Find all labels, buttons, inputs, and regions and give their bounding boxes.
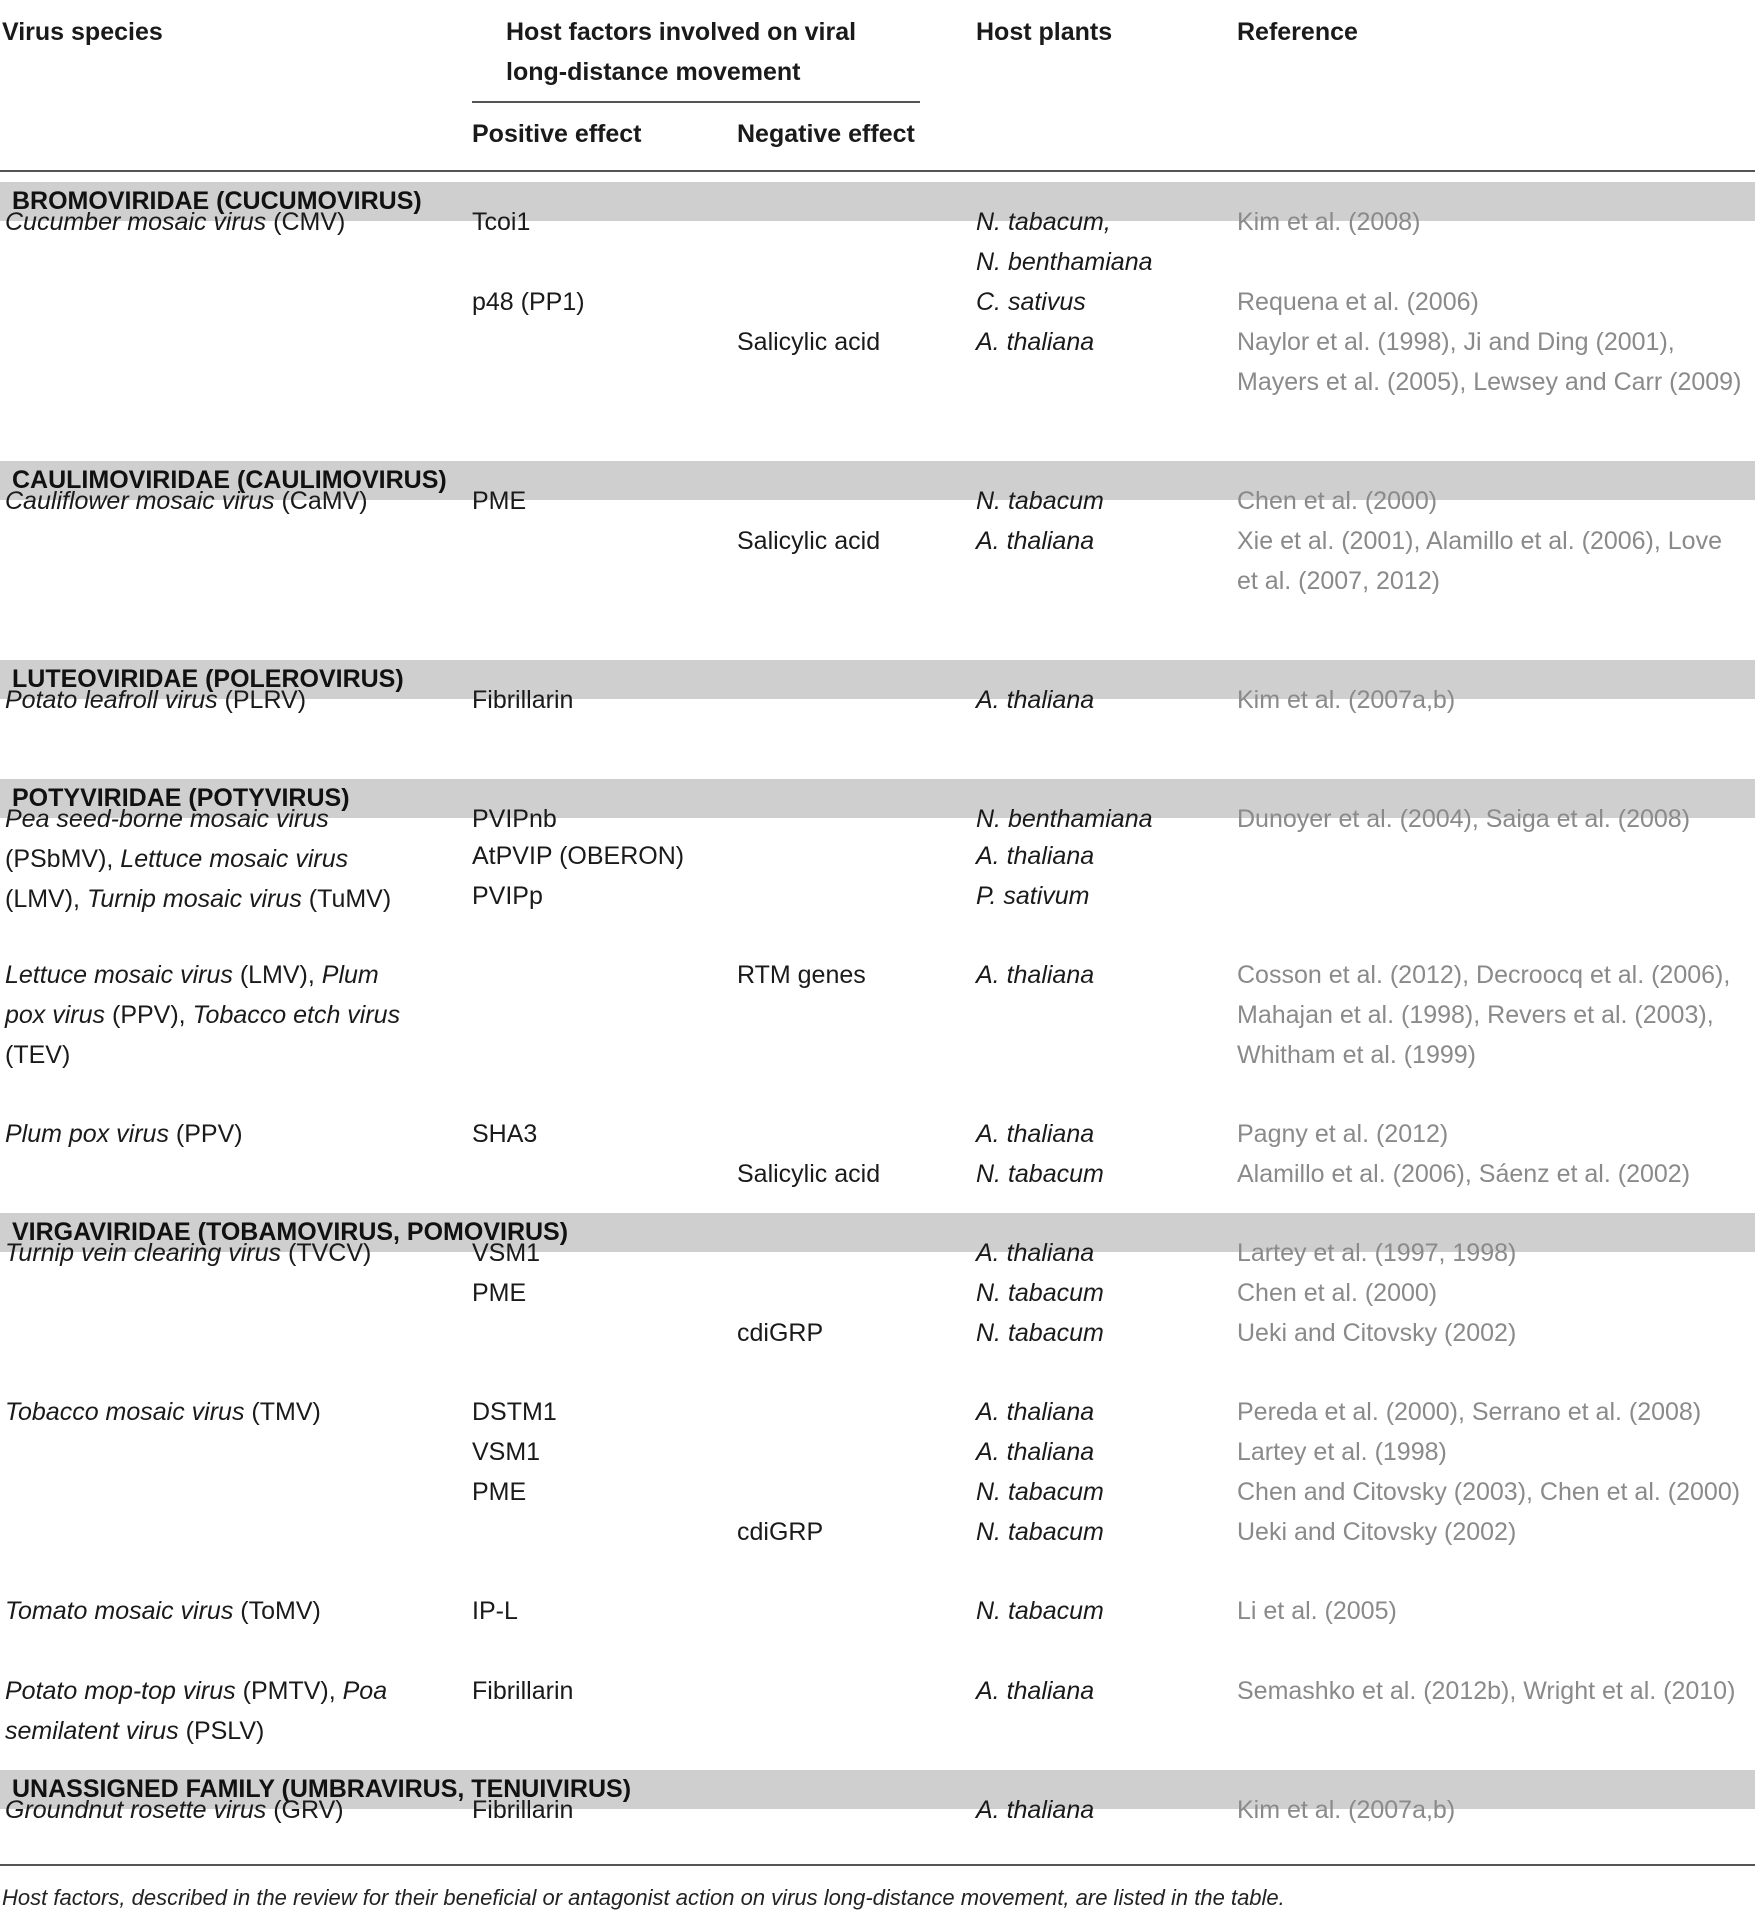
virus-species-cell [5, 839, 348, 879]
header-host-factors-line2: long-distance movement [506, 58, 801, 86]
host-plant-cell: A. thaliana [976, 1796, 1095, 1824]
host-plant-cell: A. thaliana [976, 1239, 1095, 1267]
family-label: VIRGAVIRIDAE (TOBAMOVIRUS, POMOVIRUS) [12, 1218, 569, 1246]
virus-text: Cucumber mosaic virus [5, 208, 267, 236]
reference-cell: Ueki and Citovsky (2002) [1237, 1319, 1517, 1347]
reference-cell: Kim et al. (2008) [1237, 208, 1421, 236]
virus-text: Groundnut rosette virus [5, 1796, 267, 1824]
host-plant-cell: N. tabacum [976, 1279, 1104, 1307]
virus-species-cell [5, 1671, 387, 1711]
virus-text: semilatent virus [5, 1717, 179, 1745]
table-bottom-rule [0, 1864, 1755, 1866]
virus-species-cell [5, 1035, 70, 1075]
reference-cell: Pagny et al. (2012) [1237, 1120, 1449, 1148]
host-plant-cell: N. tabacum, [976, 208, 1111, 236]
host-plant-cell: P. sativum [976, 882, 1090, 910]
virus-text: Lettuce mosaic virus [120, 845, 349, 873]
negative-effect-cell: Salicylic acid [737, 328, 881, 356]
host-plant-cell: A. thaliana [976, 842, 1095, 870]
virus-text: Turnip vein clearing virus [5, 1239, 282, 1267]
virus-species-cell [5, 1233, 371, 1273]
virus-species-cell [5, 1591, 321, 1631]
reference-cell: Whitham et al. (1999) [1237, 1041, 1476, 1069]
header-group-rule [472, 101, 920, 103]
virus-text: (PSLV) [178, 1717, 265, 1745]
positive-effect-cell: PME [472, 1279, 527, 1307]
negative-effect-cell: Salicylic acid [737, 1160, 881, 1188]
virus-species-cell [5, 1114, 243, 1154]
virus-text: Potato mop-top virus [5, 1677, 236, 1705]
positive-effect-cell: AtPVIP (OBERON) [472, 842, 685, 870]
host-plant-cell: A. thaliana [976, 1120, 1095, 1148]
virus-text: (PPV), [105, 1001, 193, 1029]
virus-text: (PLRV) [217, 686, 307, 714]
virus-text: Tobacco mosaic virus [5, 1398, 245, 1426]
header-positive-effect: Positive effect [472, 120, 642, 148]
reference-cell: Pereda et al. (2000), Serrano et al. (2008) [1237, 1398, 1702, 1426]
reference-cell: Mahajan et al. (1998), Revers et al. (2003), [1237, 1001, 1714, 1029]
reference-cell: Requena et al. (2006) [1237, 288, 1479, 316]
virus-species-cell [5, 955, 379, 995]
header-host-factors-line1: Host factors involved on viral [506, 18, 857, 46]
positive-effect-cell: p48 (PP1) [472, 288, 585, 316]
virus-text: (LMV), [232, 961, 322, 989]
virus-text: (ToMV) [233, 1597, 321, 1625]
virus-text: (TuMV) [301, 885, 392, 913]
virus-species-cell [5, 1790, 344, 1830]
positive-effect-cell: Fibrillarin [472, 1796, 574, 1824]
virus-text: Tobacco etch virus [192, 1001, 401, 1029]
virus-text: (PPV) [168, 1120, 243, 1148]
negative-effect-cell: RTM genes [737, 961, 866, 989]
family-label: UNASSIGNED FAMILY (UMBRAVIRUS, TENUIVIRUS) [12, 1775, 632, 1803]
host-plant-cell: A. thaliana [976, 686, 1095, 714]
virus-text: (TEV) [5, 1041, 71, 1069]
reference-cell: Dunoyer et al. (2004), Saiga et al. (2008) [1237, 805, 1691, 833]
virus-text: Plum [321, 961, 379, 989]
reference-cell: Li et al. (2005) [1237, 1597, 1397, 1625]
virus-text: (LMV), [5, 885, 87, 913]
table-footnote: Host factors, described in the review for their beneficial or antagonist action on virus long-distance movement, are listed in the table. [2, 1885, 1285, 1910]
positive-effect-cell: Tcoi1 [472, 208, 531, 236]
reference-cell: Alamillo et al. (2006), Sáenz et al. (2002) [1237, 1160, 1691, 1188]
positive-effect-cell: PVIPnb [472, 805, 557, 833]
virus-text: Tomato mosaic virus [5, 1597, 234, 1625]
host-plant-cell: A. thaliana [976, 328, 1095, 356]
reference-cell: Chen et al. (2000) [1237, 1279, 1438, 1307]
virus-text: (TVCV) [281, 1239, 372, 1267]
reference-cell: Semashko et al. (2012b), Wright et al. (2010) [1237, 1677, 1736, 1705]
positive-effect-cell: Fibrillarin [472, 1677, 574, 1705]
virus-text: Cauliflower mosaic virus [5, 487, 275, 515]
negative-effect-cell: Salicylic acid [737, 527, 881, 555]
positive-effect-cell: VSM1 [472, 1438, 541, 1466]
family-label: BROMOVIRIDAE (CUCUMOVIRUS) [12, 187, 422, 215]
negative-effect-cell: cdiGRP [737, 1319, 824, 1347]
reference-cell: Kim et al. (2007a,b) [1237, 686, 1456, 714]
positive-effect-cell: IP-L [472, 1597, 518, 1625]
reference-cell: Mayers et al. (2005), Lewsey and Carr (2009) [1237, 368, 1742, 396]
virus-species-cell [5, 879, 391, 919]
header-reference: Reference [1237, 18, 1358, 46]
virus-text: Lettuce mosaic virus [5, 961, 233, 989]
host-plant-cell: A. thaliana [976, 961, 1095, 989]
header-bottom-rule [0, 170, 1755, 172]
virus-text: (PSbMV), [5, 845, 121, 873]
virus-species-cell [5, 202, 345, 242]
virus-text: pox virus [5, 1001, 106, 1029]
virus-text: (GRV) [266, 1796, 344, 1824]
host-plant-cell: N. tabacum [976, 1478, 1104, 1506]
reference-cell: Cosson et al. (2012), Decroocq et al. (2006), [1237, 961, 1731, 989]
virus-species-cell [5, 481, 368, 521]
host-plant-cell: N. tabacum [976, 1160, 1104, 1188]
host-plant-cell: N. tabacum [976, 487, 1104, 515]
reference-cell: Lartey et al. (1997, 1998) [1237, 1239, 1517, 1267]
host-plant-cell: A. thaliana [976, 1677, 1095, 1705]
reference-cell: Chen et al. (2000) [1237, 487, 1438, 515]
host-plant-cell: A. thaliana [976, 527, 1095, 555]
reference-cell: Ueki and Citovsky (2002) [1237, 1518, 1517, 1546]
positive-effect-cell: PME [472, 487, 527, 515]
reference-cell: et al. (2007, 2012) [1237, 567, 1440, 595]
family-label: CAULIMOVIRIDAE (CAULIMOVIRUS) [12, 466, 447, 494]
host-plant-cell: A. thaliana [976, 1438, 1095, 1466]
virus-species-cell [5, 995, 400, 1035]
header-host-plants: Host plants [976, 18, 1113, 46]
virus-species-cell [5, 680, 306, 720]
header-negative-effect: Negative effect [737, 120, 915, 148]
host-plant-cell: N. benthamiana [976, 805, 1153, 833]
virus-text: Poa [342, 1677, 388, 1705]
positive-effect-cell: PME [472, 1478, 527, 1506]
virus-species-cell [5, 1392, 321, 1432]
host-plant-cell: C. sativus [976, 288, 1086, 316]
family-label: POTYVIRIDAE (POTYVIRUS) [12, 784, 350, 812]
virus-text: (TMV) [244, 1398, 321, 1426]
reference-cell: Lartey et al. (1998) [1237, 1438, 1447, 1466]
reference-cell: Kim et al. (2007a,b) [1237, 1796, 1456, 1824]
reference-cell: Chen and Citovsky (2003), Chen et al. (2000) [1237, 1478, 1741, 1506]
virus-text: (CaMV) [274, 487, 368, 515]
positive-effect-cell: DSTM1 [472, 1398, 557, 1426]
reference-cell: Xie et al. (2001), Alamillo et al. (2006), Love [1237, 527, 1722, 555]
positive-effect-cell: Fibrillarin [472, 686, 574, 714]
header-virus-species: Virus species [2, 18, 163, 46]
virus-species-cell [5, 1711, 264, 1751]
host-plant-cell: N. tabacum [976, 1597, 1104, 1625]
virus-text: (CMV) [266, 208, 346, 236]
virus-text: Turnip mosaic virus [86, 885, 302, 913]
reference-cell: Naylor et al. (1998), Ji and Ding (2001), [1237, 328, 1675, 356]
virus-text: Pea seed-borne mosaic virus [5, 805, 329, 833]
virus-text: (PMTV), [235, 1677, 343, 1705]
positive-effect-cell: PVIPp [472, 882, 543, 910]
negative-effect-cell: cdiGRP [737, 1518, 824, 1546]
host-plant-cell: A. thaliana [976, 1398, 1095, 1426]
host-plant-cell: N. tabacum [976, 1518, 1104, 1546]
virus-text: Plum pox virus [5, 1120, 169, 1148]
virus-text: Potato leafroll virus [5, 686, 218, 714]
virus-species-cell [5, 799, 329, 839]
family-label: LUTEOVIRIDAE (POLEROVIRUS) [12, 665, 404, 693]
host-plant-cell: N. benthamiana [976, 248, 1153, 276]
host-plant-cell: N. tabacum [976, 1319, 1104, 1347]
positive-effect-cell: SHA3 [472, 1120, 538, 1148]
positive-effect-cell: VSM1 [472, 1239, 541, 1267]
